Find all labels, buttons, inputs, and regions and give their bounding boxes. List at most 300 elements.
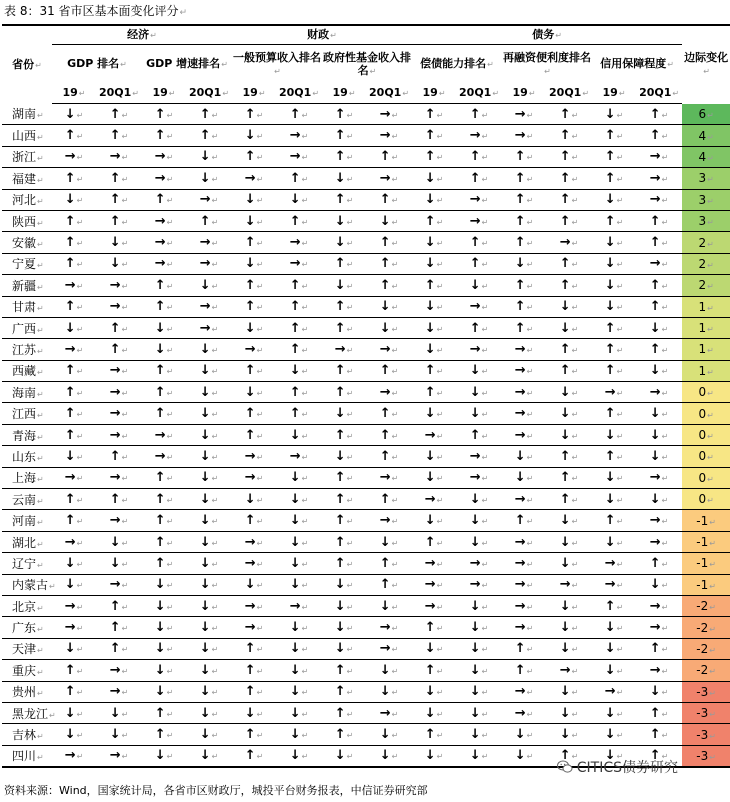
trend-arrow: ↓↵ [322, 232, 366, 253]
trend-arrow: ↑↵ [232, 724, 276, 745]
trend-arrow: ↓↵ [412, 702, 456, 723]
trend-arrow: ↑↵ [142, 489, 186, 510]
trend-arrow: ↓↵ [546, 638, 592, 659]
trend-arrow: ↓↵ [186, 446, 232, 467]
trend-arrow: ↓↵ [366, 681, 412, 702]
trend-arrow: ↑↵ [412, 146, 456, 167]
trend-arrow: ↓↵ [592, 189, 636, 210]
margin-change-header: 边际变化↵ [684, 51, 729, 77]
trend-arrow: →↵ [456, 446, 502, 467]
trend-arrow: ↓↵ [502, 724, 546, 745]
trend-arrow: ↑↵ [322, 660, 366, 681]
trend-arrow: ↑↵ [142, 724, 186, 745]
trend-arrow: ↓↵ [96, 553, 142, 574]
trend-arrow: ↑↵ [322, 253, 366, 274]
trend-arrow: ↓↵ [636, 446, 682, 467]
trend-arrow: →↵ [96, 360, 142, 381]
trend-arrow: ↑↵ [322, 146, 366, 167]
sub-header-budget-revenue-rank: 一般预算收入排名↵ [233, 50, 322, 76]
province-name: 云南↵ [2, 489, 52, 510]
province-name: 辽宁↵ [2, 553, 52, 574]
trend-arrow: →↵ [456, 189, 502, 210]
trend-arrow: ↑↵ [412, 531, 456, 552]
trend-arrow: ↑↵ [456, 424, 502, 445]
trend-arrow: ↑↵ [52, 296, 96, 317]
trend-arrow: ↑↵ [276, 104, 322, 125]
trend-arrow: ↓↵ [636, 317, 682, 338]
margin-change-score: 3↵ [682, 210, 730, 231]
trend-arrow: ↓↵ [276, 553, 322, 574]
province-name: 安徽↵ [2, 232, 52, 253]
trend-arrow: ↑↵ [52, 510, 96, 531]
trend-arrow: ↑↵ [322, 489, 366, 510]
trend-arrow: ↑↵ [366, 275, 412, 296]
trend-arrow: →↵ [52, 339, 96, 360]
trend-arrow: ↓↵ [412, 189, 456, 210]
margin-change-score: 4↵ [682, 146, 730, 167]
trend-arrow: →↵ [456, 553, 502, 574]
trend-arrow: →↵ [186, 253, 232, 274]
trend-arrow: →↵ [366, 638, 412, 659]
trend-arrow: →↵ [96, 660, 142, 681]
trend-arrow: →↵ [456, 296, 502, 317]
trend-arrow: ↑↵ [502, 510, 546, 531]
trend-arrow: →↵ [502, 489, 546, 510]
trend-arrow: →↵ [96, 275, 142, 296]
trend-arrow: ↑↵ [322, 702, 366, 723]
trend-arrow: →↵ [412, 424, 456, 445]
trend-arrow: ↓↵ [232, 317, 276, 338]
trend-arrow: ↓↵ [276, 745, 322, 766]
trend-arrow: ↑↵ [592, 168, 636, 189]
watermark-text: CITICS债券研究 [576, 760, 678, 776]
trend-arrow: ↓↵ [636, 489, 682, 510]
table-row [2, 467, 730, 488]
province-name: 西藏↵ [2, 360, 52, 381]
trend-arrow: ↑↵ [142, 189, 186, 210]
group-header-debt: 债务↵ [412, 25, 682, 45]
trend-arrow: →↵ [142, 210, 186, 231]
trend-arrow: ↓↵ [322, 210, 366, 231]
trend-arrow: →↵ [96, 745, 142, 766]
province-name: 山东↵ [2, 446, 52, 467]
trend-arrow: ↑↵ [546, 489, 592, 510]
trend-arrow: ↓↵ [546, 724, 592, 745]
trend-arrow: ↑↵ [142, 553, 186, 574]
table-body [2, 104, 730, 767]
trend-arrow: →↵ [636, 253, 682, 274]
trend-arrow: ↑↵ [322, 553, 366, 574]
trend-arrow: ↓↵ [456, 489, 502, 510]
year-header: 20Q1↵ [276, 83, 322, 104]
trend-arrow: ↓↵ [546, 531, 592, 552]
trend-arrow: ↓↵ [322, 745, 366, 766]
trend-arrow: →↵ [502, 574, 546, 595]
sub-header-refinancing-rank: 再融资便利度排名↵ [503, 50, 592, 76]
province-name: 重庆↵ [2, 660, 52, 681]
province-name: 江苏↵ [2, 339, 52, 360]
trend-arrow: ↓↵ [232, 574, 276, 595]
trend-arrow: ↑↵ [322, 104, 366, 125]
province-name: 吉林↵ [2, 724, 52, 745]
trend-arrow: ↑↵ [142, 360, 186, 381]
trend-arrow: →↵ [546, 232, 592, 253]
trend-arrow: →↵ [546, 660, 592, 681]
trend-arrow: ↑↵ [366, 146, 412, 167]
table-row [2, 638, 730, 659]
trend-arrow: ↓↵ [276, 638, 322, 659]
table-row [2, 617, 730, 638]
trend-arrow: →↵ [322, 339, 366, 360]
table-row [2, 446, 730, 467]
trend-arrow: ↑↵ [412, 617, 456, 638]
trend-arrow: ↑↵ [366, 403, 412, 424]
watermark [557, 757, 678, 777]
margin-change-score: 0↵ [682, 424, 730, 445]
trend-arrow: ↓↵ [322, 168, 366, 189]
table-row [2, 232, 730, 253]
trend-arrow: ↓↵ [412, 467, 456, 488]
trend-arrow: ↑↵ [142, 531, 186, 552]
trend-arrow: →↵ [592, 681, 636, 702]
trend-arrow: ↑↵ [142, 467, 186, 488]
trend-arrow: ↑↵ [636, 104, 682, 125]
trend-arrow: ↑↵ [232, 681, 276, 702]
table-row [2, 424, 730, 445]
trend-arrow: ↑↵ [546, 745, 592, 766]
trend-arrow: ↓↵ [322, 574, 366, 595]
trend-arrow: →↵ [232, 553, 276, 574]
trend-arrow: ↓↵ [52, 724, 96, 745]
trend-arrow: →↵ [456, 574, 502, 595]
trend-arrow: ↓↵ [186, 146, 232, 167]
province-name: 广东↵ [2, 617, 52, 638]
trend-arrow: ↓↵ [232, 702, 276, 723]
year-header-row [2, 83, 730, 104]
trend-arrow: →↵ [636, 146, 682, 167]
province-name: 江西↵ [2, 403, 52, 424]
year-header: 19↵ [52, 83, 96, 104]
trend-arrow: →↵ [502, 125, 546, 146]
province-name: 青海↵ [2, 424, 52, 445]
trend-arrow: ↑↵ [96, 210, 142, 231]
trend-arrow: ↑↵ [276, 339, 322, 360]
trend-arrow: ↓↵ [186, 724, 232, 745]
trend-arrow: →↵ [96, 296, 142, 317]
trend-arrow: →↵ [366, 104, 412, 125]
trend-arrow: ↓↵ [142, 317, 186, 338]
trend-arrow: →↵ [502, 104, 546, 125]
trend-arrow: ↓↵ [592, 104, 636, 125]
year-header: 20Q1↵ [546, 83, 592, 104]
trend-arrow: ↓↵ [186, 403, 232, 424]
trend-arrow: →↵ [142, 253, 186, 274]
trend-arrow: ↑↵ [52, 125, 96, 146]
trend-arrow: →↵ [96, 574, 142, 595]
trend-arrow: →↵ [366, 382, 412, 403]
province-name: 福建↵ [2, 168, 52, 189]
trend-arrow: ↓↵ [502, 467, 546, 488]
trend-arrow: →↵ [502, 403, 546, 424]
trend-arrow: ↑↵ [502, 232, 546, 253]
trend-arrow: →↵ [366, 702, 412, 723]
trend-arrow: →↵ [636, 531, 682, 552]
trend-arrow: ↓↵ [276, 681, 322, 702]
trend-arrow: →↵ [96, 403, 142, 424]
trend-arrow: ↑↵ [366, 253, 412, 274]
table-row [2, 189, 730, 210]
margin-change-score: -3↵ [682, 724, 730, 745]
trend-arrow: →↵ [502, 617, 546, 638]
trend-arrow: ↑↵ [592, 510, 636, 531]
province-name: 陕西↵ [2, 210, 52, 231]
trend-arrow: ↑↵ [366, 553, 412, 574]
province-name: 上海↵ [2, 467, 52, 488]
trend-arrow: ↓↵ [96, 702, 142, 723]
trend-arrow: ↑↵ [502, 275, 546, 296]
trend-arrow: ↓↵ [186, 595, 232, 616]
trend-arrow: ↓↵ [186, 339, 232, 360]
trend-arrow: ↑↵ [232, 638, 276, 659]
trend-arrow: ↑↵ [52, 382, 96, 403]
table-row [2, 681, 730, 702]
trend-arrow: ↑↵ [96, 489, 142, 510]
table-row [2, 553, 730, 574]
trend-arrow: ↓↵ [456, 702, 502, 723]
trend-arrow: ↑↵ [52, 232, 96, 253]
trend-arrow: ↓↵ [186, 510, 232, 531]
trend-arrow: ↓↵ [232, 489, 276, 510]
trend-arrow: ↑↵ [502, 210, 546, 231]
trend-arrow: ↑↵ [412, 275, 456, 296]
trend-arrow: ↓↵ [592, 424, 636, 445]
trend-arrow: ↓↵ [322, 638, 366, 659]
trend-arrow: ↑↵ [636, 232, 682, 253]
trend-arrow: ↓↵ [456, 638, 502, 659]
trend-arrow: ↑↵ [412, 360, 456, 381]
trend-arrow: →↵ [232, 531, 276, 552]
trend-arrow: ↓↵ [366, 660, 412, 681]
trend-arrow: →↵ [636, 467, 682, 488]
sub-header-gdp-growth-rank: GDP 增速排名↵ [146, 57, 228, 70]
trend-arrow: ↓↵ [142, 638, 186, 659]
trend-arrow: →↵ [636, 168, 682, 189]
trend-arrow: ↑↵ [322, 724, 366, 745]
trend-arrow: ↑↵ [232, 296, 276, 317]
trend-arrow: ↑↵ [456, 317, 502, 338]
source-text: 资料来源：Wind，国家统计局，各省市区财政厅，城投平台财务报表，中信证券研究部 [4, 784, 428, 797]
trend-arrow: ↑↵ [232, 360, 276, 381]
trend-arrow: ↑↵ [276, 317, 322, 338]
trend-arrow: ↓↵ [232, 210, 276, 231]
trend-arrow: →↵ [592, 574, 636, 595]
trend-arrow: →↵ [546, 574, 592, 595]
table-row [2, 253, 730, 274]
table-row [2, 489, 730, 510]
trend-arrow: ↓↵ [592, 531, 636, 552]
trend-arrow: →↵ [636, 595, 682, 616]
trend-arrow: ↑↵ [366, 189, 412, 210]
trend-arrow: ↓↵ [142, 617, 186, 638]
trend-arrow: ↑↵ [322, 360, 366, 381]
trend-arrow: ↓↵ [456, 595, 502, 616]
trend-arrow: →↵ [502, 360, 546, 381]
trend-arrow: ↑↵ [232, 745, 276, 766]
trend-arrow: →↵ [142, 424, 186, 445]
trend-arrow: ↑↵ [322, 125, 366, 146]
table-row [2, 104, 730, 125]
trend-arrow: ↓↵ [592, 617, 636, 638]
trend-arrow: ↑↵ [502, 638, 546, 659]
trend-arrow: ↓↵ [232, 125, 276, 146]
trend-arrow: ↑↵ [52, 168, 96, 189]
trend-arrow: →↵ [502, 531, 546, 552]
trend-arrow: →↵ [276, 232, 322, 253]
trend-arrow: ↓↵ [546, 553, 592, 574]
trend-arrow: ↑↵ [502, 296, 546, 317]
table-row [2, 146, 730, 167]
trend-arrow: ↑↵ [96, 595, 142, 616]
trend-arrow: ↓↵ [186, 275, 232, 296]
trend-arrow: ↓↵ [592, 253, 636, 274]
trend-arrow: ↑↵ [52, 660, 96, 681]
trend-arrow: →↵ [276, 125, 322, 146]
margin-change-score: -2↵ [682, 617, 730, 638]
trend-arrow: ↓↵ [186, 574, 232, 595]
trend-arrow: ↑↵ [592, 146, 636, 167]
trend-arrow: ↓↵ [592, 638, 636, 659]
trend-arrow: ↑↵ [366, 574, 412, 595]
trend-arrow: →↵ [142, 446, 186, 467]
trend-arrow: ↓↵ [412, 446, 456, 467]
margin-change-score: 0↵ [682, 446, 730, 467]
margin-change-score: 1↵ [682, 317, 730, 338]
trend-arrow: ↓↵ [546, 617, 592, 638]
trend-arrow: ↓↵ [412, 232, 456, 253]
trend-arrow: ↓↵ [546, 702, 592, 723]
trend-arrow: ↓↵ [232, 253, 276, 274]
trend-arrow: ↑↵ [366, 489, 412, 510]
trend-arrow: ↑↵ [142, 403, 186, 424]
province-name: 黑龙江↵ [2, 702, 52, 723]
trend-arrow: ↑↵ [636, 125, 682, 146]
margin-change-score: 3↵ [682, 168, 730, 189]
trend-arrow: ↓↵ [456, 275, 502, 296]
trend-arrow: ↓↵ [96, 531, 142, 552]
trend-arrow: ↑↵ [366, 424, 412, 445]
source-note [4, 784, 428, 798]
trend-arrow: ↑↵ [232, 510, 276, 531]
trend-arrow: ↓↵ [456, 617, 502, 638]
trend-arrow: →↵ [366, 125, 412, 146]
trend-arrow: →↵ [186, 232, 232, 253]
trend-arrow: →↵ [502, 382, 546, 403]
trend-arrow: ↓↵ [592, 467, 636, 488]
trend-arrow: ↑↵ [456, 168, 502, 189]
trend-arrow: ↓↵ [502, 446, 546, 467]
trend-arrow: →↵ [502, 595, 546, 616]
trend-arrow: ↓↵ [276, 360, 322, 381]
trend-arrow: ↓↵ [546, 382, 592, 403]
trend-arrow: →↵ [366, 339, 412, 360]
margin-change-score: 0↵ [682, 467, 730, 488]
trend-arrow: ↑↵ [232, 275, 276, 296]
trend-arrow: ↓↵ [322, 617, 366, 638]
trend-arrow: ↓↵ [412, 638, 456, 659]
trend-arrow: →↵ [232, 595, 276, 616]
trend-arrow: ↑↵ [366, 446, 412, 467]
margin-change-score: -1↵ [682, 553, 730, 574]
trend-arrow: →↵ [232, 168, 276, 189]
trend-arrow: ↓↵ [412, 403, 456, 424]
trend-arrow: ↑↵ [546, 168, 592, 189]
trend-arrow: ↓↵ [186, 553, 232, 574]
trend-arrow: ↓↵ [232, 189, 276, 210]
margin-change-score: 2↵ [682, 275, 730, 296]
trend-arrow: ↓↵ [52, 574, 96, 595]
trend-arrow: ↑↵ [592, 446, 636, 467]
trend-arrow: ↑↵ [96, 638, 142, 659]
trend-arrow: ↑↵ [456, 146, 502, 167]
year-header: 20Q1↵ [636, 83, 682, 104]
trend-arrow: ↑↵ [52, 360, 96, 381]
province-name: 北京↵ [2, 595, 52, 616]
trend-arrow: →↵ [186, 189, 232, 210]
trend-arrow: ↓↵ [592, 489, 636, 510]
province-name: 天津↵ [2, 638, 52, 659]
table-row [2, 317, 730, 338]
year-header: 19↵ [502, 83, 546, 104]
trend-arrow: ↑↵ [412, 724, 456, 745]
trend-arrow: ↑↵ [142, 296, 186, 317]
margin-change-score: 6↵ [682, 104, 730, 125]
margin-change-score: 2↵ [682, 232, 730, 253]
trend-arrow: ↑↵ [276, 296, 322, 317]
trend-arrow: ↑↵ [592, 317, 636, 338]
trend-arrow: →↵ [96, 510, 142, 531]
trend-arrow: ↑↵ [186, 210, 232, 231]
trend-arrow: ↑↵ [546, 125, 592, 146]
trend-arrow: ↑↵ [592, 360, 636, 381]
trend-arrow: ↓↵ [456, 382, 502, 403]
trend-arrow: ↑↵ [636, 296, 682, 317]
trend-arrow: ↑↵ [366, 232, 412, 253]
caption-text: 表 8：31 省市区基本面变化评分 [4, 4, 179, 18]
trend-arrow: ↓↵ [592, 296, 636, 317]
trend-arrow: ↑↵ [636, 702, 682, 723]
trend-arrow: ↑↵ [546, 210, 592, 231]
trend-arrow: ↑↵ [502, 189, 546, 210]
margin-change-score: -3↵ [682, 745, 730, 766]
trend-arrow: ↓↵ [52, 638, 96, 659]
trend-arrow: ↑↵ [636, 745, 682, 766]
table-row [2, 360, 730, 381]
table-caption [4, 4, 187, 20]
trend-arrow: ↓↵ [546, 296, 592, 317]
trend-arrow: ↓↵ [322, 275, 366, 296]
trend-arrow: ↓↵ [456, 510, 502, 531]
trend-arrow: ↑↵ [592, 210, 636, 231]
trend-arrow: →↵ [366, 510, 412, 531]
trend-arrow: ↑↵ [592, 403, 636, 424]
trend-arrow: ↓↵ [276, 189, 322, 210]
trend-arrow: ↑↵ [412, 210, 456, 231]
trend-arrow: ↓↵ [366, 296, 412, 317]
trend-arrow: →↵ [636, 382, 682, 403]
trend-arrow: ↓↵ [412, 168, 456, 189]
trend-arrow: ↓↵ [52, 104, 96, 125]
year-header: 20Q1↵ [366, 83, 412, 104]
